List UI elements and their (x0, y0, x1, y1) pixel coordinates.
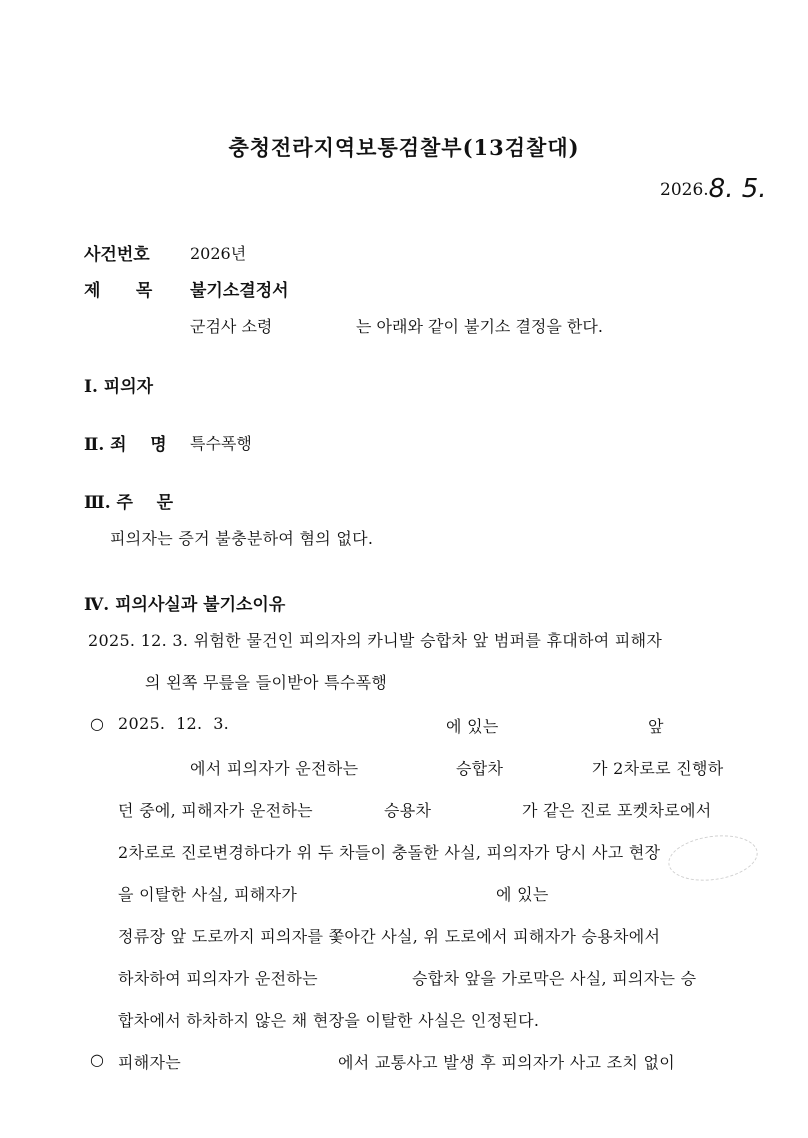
stamp-mark (665, 830, 760, 886)
case-number-label: 사건번호 (84, 245, 150, 265)
para-1-line-2-a: 에서 피의자가 운전하는 (190, 759, 359, 778)
section-2-heading: Ⅱ. 죄 명 (84, 435, 167, 455)
date-printed: 2026. (660, 180, 709, 200)
para-1-line-4: 2차로로 진로변경하다가 위 두 차들이 충돌한 사실, 피의자가 당시 사고 현장 (118, 843, 661, 862)
section-1-heading: Ⅰ. 피의자 (84, 377, 154, 397)
decision-prefix: 군검사 소령 (190, 317, 273, 336)
facts-summary-line-2: 의 왼쪽 무릎을 들이받아 특수폭행 (145, 673, 388, 692)
facts-summary-line-1: 2025. 12. 3. 위험한 물건인 피의자의 카니발 승합차 앞 범퍼를 휴대하여 피해자 (88, 631, 663, 650)
subject-value: 불기소결정서 (190, 281, 289, 301)
para-1-line-1-c: 앞 (648, 717, 664, 736)
para-1-line-2-c: 가 2차로로 진행하 (592, 759, 724, 778)
section-2-value: 특수폭행 (190, 434, 252, 453)
para-2-line-1-b: 에서 교통사고 발생 후 피의자가 사고 조치 없이 (338, 1053, 676, 1072)
bullet-1: ○ (90, 714, 105, 733)
para-1-line-2-b: 승합차 (456, 759, 504, 778)
section-3-text: 피의자는 증거 불충분하여 혐의 없다. (110, 529, 374, 548)
para-1-line-7-a: 하차하여 피의자가 운전하는 (118, 969, 318, 988)
para-1-line-1-b: 에 있는 (446, 717, 499, 736)
para-1-line-5-b: 에 있는 (496, 885, 549, 904)
para-1-line-3-c: 가 같은 진로 포켓차로에서 (522, 801, 712, 820)
para-2-line-1-a: 피해자는 (118, 1053, 182, 1072)
document-title: 충청전라지역보통검찰부(13검찰대) (228, 135, 580, 160)
para-1-line-8: 합차에서 하차하지 않은 채 현장을 이탈한 사실은 인정된다. (118, 1011, 540, 1030)
para-1-line-6: 정류장 앞 도로까지 피의자를 쫓아간 사실, 위 도로에서 피해자가 승용차에서 (118, 927, 661, 946)
document-date (660, 172, 767, 202)
section-3-heading: Ⅲ. 주 문 (84, 493, 174, 513)
section-4-heading: Ⅳ. 피의사실과 불기소이유 (84, 595, 286, 615)
para-1-line-3-a: 던 중에, 피해자가 운전하는 (118, 801, 313, 820)
bullet-2: ○ (90, 1050, 105, 1069)
decision-text: 는 아래와 같이 불기소 결정을 한다. (356, 317, 603, 336)
para-1-line-1-a: 2025. 12. 3. (118, 714, 230, 733)
date-handwritten: 8. 5. (708, 174, 767, 204)
case-number-value: 2026년 (190, 244, 247, 263)
subject-label: 제 목 (84, 281, 153, 301)
para-1-line-7-b: 승합차 앞을 가로막은 사실, 피의자는 승 (412, 969, 697, 988)
para-1-line-3-b: 승용차 (384, 801, 432, 820)
para-1-line-5-a: 을 이탈한 사실, 피해자가 (118, 885, 298, 904)
